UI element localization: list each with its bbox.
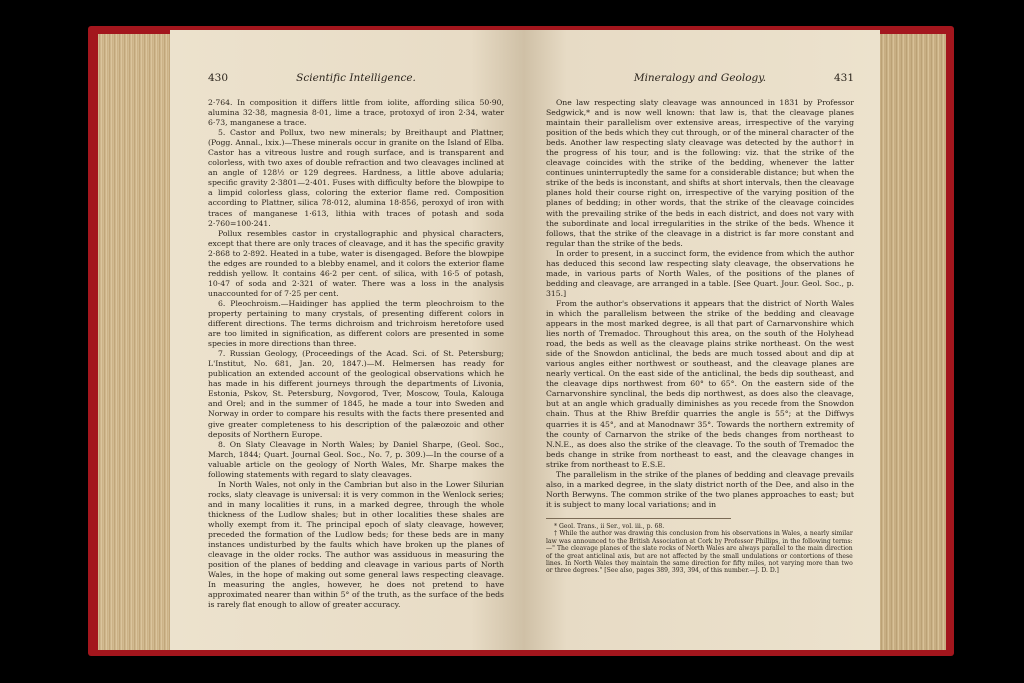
page-number: 431 — [833, 72, 854, 84]
right-page-edges — [880, 34, 946, 650]
paragraph: The parallelism in the strike of the planes of bedding and cleavage prevails also, in a marked degree, in the slaty district north of the Dee, and also in the North Berwyns. The common strike of the two planes approaches to east; but it is subject to many local variations; and in — [546, 469, 854, 509]
left-page-body — [208, 98, 504, 610]
left-page — [170, 30, 524, 650]
running-head: Scientific Intelligence. — [296, 72, 416, 84]
left-page-edges — [98, 34, 170, 650]
open-book — [88, 26, 954, 656]
page-number: 430 — [208, 72, 229, 84]
footnote: * Geol. Trans., ii Ser., vol. iii., p. 68. — [554, 522, 665, 530]
paragraph: 6. Pleochroism.—Haidinger has applied the term pleochroism to the property pertaining to many crystals, of presenting different colors in different directions. The terms dichroism and trichroism heretofore used are too limited in signification, as different colors are presented in some species in more directions than three. — [208, 298, 504, 349]
paragraph: 5. Castor and Pollux, two new minerals; by Breithaupt and Plattner, (Pogg. Annal., lxix.)—These minerals occur in granite on the Island of Elba. Castor has a vitreous lustre and rough surface, and is transparent and colorless, with two axes of double refraction and two cleavages inclined at an angle of 128½ or 129 degrees. Hardness, a little above adularia; specific gravity 2·3801—2·401. Fuses with difficulty before the blowpipe to a limpid colorless glass, coloring the exterior flame red. Composition according to Plattner, silica 78·012, alumina 18·856, peroxyd of iron with traces of manganese 1·613, lithia with traces of potash and soda 2·760=100·241. — [208, 128, 504, 228]
right-page — [524, 30, 880, 650]
running-head: Mineralogy and Geology. — [633, 72, 767, 84]
paragraph: 7. Russian Geology, (Proceedings of the Acad. Sci. of St. Petersburg; L'Institut, No. 681, Jan. 20, 1847.)—M. Helmersen has ready for publication an extended account of the geological observations which he has made in his different journeys through the departments of Livonia, Estonia, Pskov, St. Petersburg, Novgorod, Tver, Moscow, Toula, Kalouga and Orel; and in the summer of 1845, he made a tour into Sweden and Norway in order to compare his results with the facts there presented and give greater completeness to his description of the palæozoic and other deposits of Northern Europe. — [208, 349, 504, 439]
right-page-header — [546, 72, 854, 84]
paragraph: 8. On Slaty Cleavage in North Wales; by Daniel Sharpe, (Geol. Soc., March, 1844; Quart. Journal Geol. Soc., No. 7, p. 309.)—In the course of a valuable article on the geology of North Wales, Mr. Sharpe makes the following statements with regard to slaty cleavages. — [208, 439, 504, 479]
footnote: † While the author was drawing this conclusion from his observations in Wales, a nearly similar law was announced to the British Association at Cork by Professor Phillips, in the following terms:—" The cleavage planes of the slate rocks of North Wales are always parallel to the main direction of the great anticlinal axis, but are not affected by the small undulations or contortions of these lines. In North Wales they maintain the same direction for fifty miles, not varying more than two or three degrees." [See also, pages 389, 393, 394, of this number.—J. D. D.] — [546, 530, 853, 575]
left-page-header — [208, 72, 504, 84]
paragraph: Pollux resembles castor in crystallographic and physical characters, except that there are only traces of cleavage, and it has the specific gravity 2·868 to 2·892. Heated in a tube, water is disengaged. Before the blowpipe the edges are rounded to a blebby enamel, and it colors the exterior flame reddish yellow. It contains 46·2 per cent. of silica, with 16·5 of potash, 10·47 of soda and 2·321 of water. There was a loss in the analysis unaccounted for of 7·25 per cent. — [208, 228, 504, 298]
right-page-body — [546, 98, 854, 510]
paragraph: In North Wales, not only in the Cambrian but also in the Lower Silurian rocks, slaty cleavage is universal: it is very common in the Wenlock series; and in many localities it runs, in a marked degree, through the whole thickness of the Ludlow shales; but in other localities these shales are wholly exempt from it. The principal epoch of slaty cleavage, however, preceded the formation of the Ludlow beds; for these beds are in many instances undisturbed by the faults which have broken up the planes of cleavage in the older rocks. The author was assiduous in measuring the position of the planes of bedding and cleavage in various parts of North Wales, in the hope of making out some general laws respecting cleavage. In measuring the angles, however, he does not pretend to have approximated nearer than within 5° of the truth, as the surface of the beds is rarely flat enough to allow of greater accuracy. — [208, 479, 504, 610]
footnotes — [546, 518, 853, 575]
paragraph: One law respecting slaty cleavage was announced in 1831 by Professor Sedgwick,* and is now well known: that law is, that the cleavage planes maintain their parallelism over extensive areas, irrespective of the varying position of the beds which they cut through, or of the mineral character of the beds. Another law respecting slaty cleavage was detected by the author† in the progress of his tour, and is the following: viz. that the strike of the cleavage coincides with the strike of the bedding, whenever the latter continues uninterruptedly the same for a considerable distance; but when the strike of the beds is inconstant, and shifts at short intervals, then the cleavage planes hold their course right on, irrespective of the varying position of the planes of bedding; in other words, that the strike of the cleavage coincides with the prevailing strike of the beds in each district, and does not vary with the subordinate and local irregularities in the strike of the beds. Whence it follows, that the strike of the cleavage in a district is far more constant and regular than the strike of the beds. — [546, 98, 854, 248]
paragraph: 2·764. In composition it differs little from iolite, affording silica 50·90, alumina 32·38, magnesia 8·01, lime a trace, protoxyd of iron 2·34, water 6·73, manganese a trace. — [208, 98, 504, 128]
paragraph: From the author's observations it appears that the district of North Wales in which the parallelism between the strike of the bedding and cleavage appears in the most marked degree, is all that part of Carnarvonshire which lies north of Tremadoc. Throughout this area, on the south of the Holyhead road, the beds as well as the cleavage plains strike northeast. On the west side of the Snowdon anticlinal, the beds are much tossed about and dip at various angles either northwest or southeast, and the cleavage planes are nearly vertical. On the east side of the anticlinal, the beds dip southeast, and the cleavage dips northwest from 60° to 65°. On the eastern side of the Carnarvonshire synclinal, the beds dip northwest, as does also the cleavage, but at an angle which gradually diminishes as you recede from the Snowdon chain. Thus at the Rhiw Brefdir quarries the angle is 55°; at the Diffwys quarries it is 45°, and at Manodnawr 35°. Towards the northern extremity of the county of Carnarvon the strike of the beds changes from northeast to N.N.E., as does also the strike of the cleavage. To the south of Tremadoc the beds change in strike from northeast to east, and the cleavage changes in strike from northeast to E.S.E. — [546, 298, 854, 469]
paragraph: In order to present, in a succinct form, the evidence from which the author has deduced this second law respecting slaty cleavage, the observations he made, in various parts of North Wales, of the positions of the planes of bedding and cleavage, are arranged in a table. [See Quart. Jour. Geol. Soc., p. 315.] — [546, 248, 854, 298]
